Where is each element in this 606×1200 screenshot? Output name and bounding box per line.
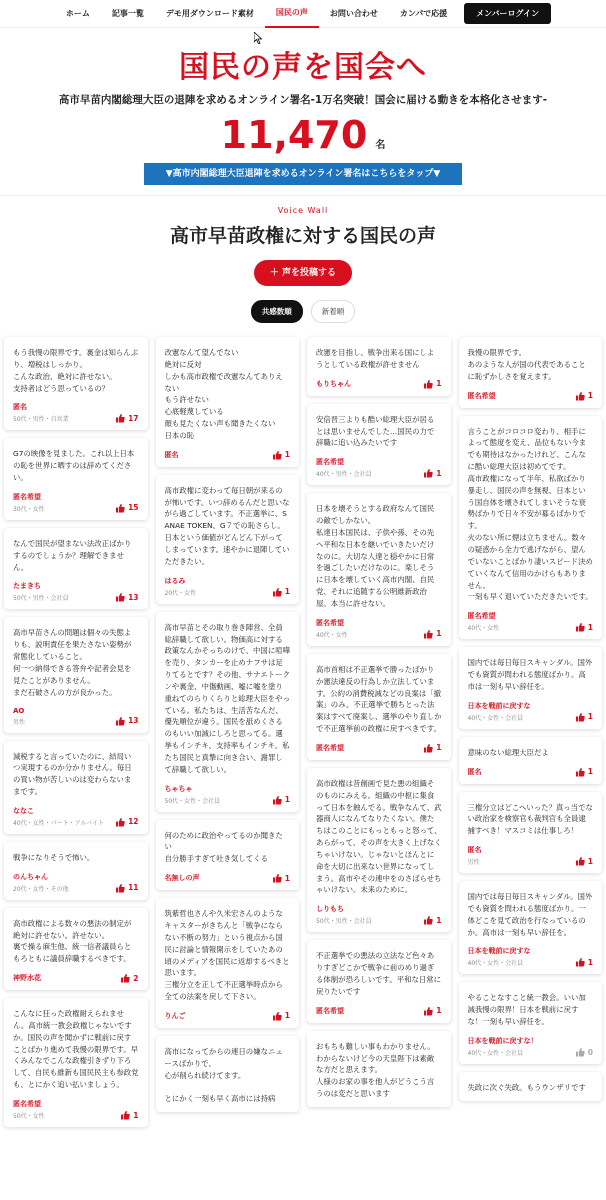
like-count: 1	[284, 450, 290, 460]
thumbs-up-icon	[423, 743, 433, 753]
voice-grid	[0, 337, 606, 1127]
voice-footer	[316, 618, 442, 639]
voice-footer	[468, 767, 594, 777]
voice-author: 匿名希望	[467, 391, 496, 400]
thumbs-up-icon	[272, 795, 282, 805]
voice-author: 匿名	[164, 450, 179, 459]
like-count: 13	[128, 716, 139, 725]
voice-card	[459, 737, 603, 784]
nav-item[interactable]: 記事一覧	[111, 9, 144, 18]
voice-text: 不正選挙での悪法の立法など色々ありすぎどこかで戦争に前のめり過ぎる体制が恐ろしいです。平和な日常に戻りたいです	[316, 951, 442, 996]
like-count: 1	[284, 873, 290, 883]
voice-card	[459, 1072, 603, 1101]
voice-text: もう我慢の限界です。裏金は知らんぷり、増税はしっかり。 こんな政治、絶対に許せない。 支持者はどう思っているの？	[13, 348, 139, 393]
thumbs-up-icon	[272, 587, 282, 597]
like-button[interactable]	[272, 873, 290, 883]
voice-card	[307, 337, 451, 396]
voice-author: 匿名	[467, 846, 482, 855]
sort-by-empathy[interactable]: 共感数順	[251, 300, 303, 323]
voice-text: やることなすこと統一教会。いい加減我慢の限界！日本を戦前に戻すな！一刻も早い辞任を。	[467, 993, 586, 1027]
like-count: 1	[436, 1006, 442, 1016]
voice-text: 高市になってからの連日の嫌なニュースばかりで、 心が削られ続けてます。 とにかく一刻も早く高市には持病	[164, 1046, 283, 1104]
voice-author: 日本を戦前に戻すな！	[467, 1037, 538, 1045]
voice-card	[4, 741, 148, 834]
voice-footer	[316, 1006, 442, 1016]
like-count: 1	[284, 795, 290, 805]
nav-item[interactable]: カンパで応援	[399, 9, 448, 18]
voice-footer	[468, 1036, 594, 1057]
thumbs-up-icon	[423, 1006, 433, 1016]
voice-wall-label: Voice Wall	[277, 206, 329, 215]
voice-text: 意味のない総理大臣だよ	[467, 747, 549, 757]
voice-author-meta: 男性	[467, 859, 480, 867]
voice-author-meta: 40代・女性・会社員	[467, 1050, 524, 1057]
voice-text: 高市政権は昔創画で見た悪の組織そのものにみえる。組織の中枢に集食って日本を蝕んでる。戦争なんて、武器商人になんてなりたくない。僕たちはこのことにもっともっと怒って、あらがって、その声を大きく上げなくちゃいけない。じゃないとほんとに命を大切に出来ない世界になってしまう。高市やその連中をのさばらせちゃいけない。未来のために。	[316, 778, 442, 895]
like-button[interactable]	[575, 1047, 593, 1057]
voice-text: 減税すると言っていたのに、結局いつ実現するのか分かりません。毎日の買い物が苦しいのは変わらないままです。	[13, 751, 132, 797]
voice-text: 筑紫哲也さんや久米宏さんのようなキャスターがきちんと「戦争にならない不断の努力」という視点から国民に討論と情報開示をしていたあの頃のメディアを国民に返却するべきと思います。 三権分立を正して不正選挙時点から全ての法案を戻して下さい。	[164, 909, 290, 1002]
thumbs-up-icon	[115, 503, 125, 513]
like-button[interactable]	[272, 1011, 290, 1021]
thumbs-up-icon	[575, 767, 585, 777]
voice-author: 匿名希望	[13, 492, 41, 501]
voice-column	[156, 337, 300, 1127]
voice-author-meta: 50代・女性・会社員	[164, 797, 221, 805]
thumbs-up-icon	[115, 592, 125, 602]
thumbs-up-icon	[575, 856, 585, 866]
like-button[interactable]	[575, 622, 593, 632]
voice-text: なんで国民が望まない法改正ばかりするのでしょうか？理解できません。	[13, 538, 132, 572]
voice-card	[459, 337, 603, 408]
voice-author: りんご	[164, 1011, 186, 1020]
voice-footer	[13, 806, 139, 827]
voice-author-meta: 20代・女性・その他	[13, 885, 69, 893]
thumbs-up-icon	[120, 973, 130, 983]
voice-card	[4, 337, 148, 430]
voice-footer	[13, 402, 139, 423]
voice-footer	[165, 784, 291, 805]
like-button[interactable]	[575, 856, 593, 866]
like-count: 1	[436, 743, 442, 753]
voice-wall-title: 高市早苗政権に対する国民の声	[169, 225, 436, 247]
voice-card	[4, 998, 148, 1127]
thumbs-up-icon	[115, 413, 125, 423]
hero-title: 国民の声を国会へ	[179, 50, 427, 85]
voice-text: おもちも難しい事もわかりません。 わからないけど今の天皇陛下は素敵な方だと思えます。 人様のお家の事を他人がどうこう言うのは変だと思います	[316, 1041, 435, 1099]
voice-author: 匿名希望	[316, 1006, 344, 1015]
voice-text: 改憲を目指し、戦争出来る国にしようとしている政権が許せません	[316, 348, 435, 369]
like-count: 13	[128, 592, 139, 602]
thumbs-up-icon	[423, 915, 433, 925]
mouse-cursor-icon	[254, 32, 262, 44]
like-count: 1	[436, 629, 442, 639]
voice-card	[459, 881, 603, 974]
voice-card	[459, 982, 603, 1064]
voice-card	[4, 528, 148, 610]
voice-footer	[13, 581, 139, 602]
signature-count-value: 11,470	[220, 113, 368, 157]
voice-footer	[165, 576, 291, 597]
hero-subtitle: 高市早苗内閣総理大臣の退陣を求めるオンライン署名-1万名突破！国会に届ける動きを本格化させます-	[58, 94, 548, 106]
like-button[interactable]	[423, 915, 441, 925]
thumbs-up-icon	[272, 1011, 282, 1021]
like-count: 1	[587, 712, 593, 722]
thumbs-up-icon	[120, 1110, 130, 1120]
like-count: 1	[133, 1110, 139, 1120]
thumbs-up-icon	[115, 817, 125, 827]
voice-author: たまきち	[13, 582, 41, 591]
thumbs-up-icon	[423, 379, 433, 389]
voice-footer	[13, 707, 139, 726]
voice-footer	[316, 743, 442, 753]
thumbs-up-icon	[575, 622, 585, 632]
voice-footer	[316, 457, 442, 478]
voice-text: 改憲なんて望んでない 絶対に反対 しかも高市政権で改憲なんてありえない もう許せない 心底軽蔑している 顔も見たくない声も聞きたくない 日本の恥	[164, 348, 283, 440]
voice-footer	[468, 946, 594, 967]
thumbs-up-icon	[115, 716, 125, 726]
voice-text: 何のために政治やってるのか聞きたい 自分勝手すぎて吐き気してくる	[164, 830, 283, 864]
thumbs-up-icon	[423, 629, 433, 639]
like-button[interactable]	[120, 1110, 138, 1120]
nav-item[interactable]: お問い合わせ	[329, 9, 378, 18]
voice-text: G7の映像を見ました。これ以上日本の恥を世界に晒すのは辞めてください。	[13, 449, 135, 483]
like-count: 17	[128, 413, 139, 423]
thumbs-up-icon	[272, 873, 282, 883]
voice-card	[156, 1036, 300, 1112]
like-count: 1	[284, 1011, 290, 1021]
like-button[interactable]	[115, 716, 138, 726]
like-button[interactable]	[423, 743, 441, 753]
like-count: 1	[587, 622, 593, 632]
voice-author: AO	[13, 706, 25, 715]
thumbs-up-icon	[575, 391, 585, 401]
like-button[interactable]	[575, 957, 593, 967]
signature-count	[0, 113, 606, 157]
member-login-button[interactable]: メンバーログイン	[464, 3, 551, 24]
voice-text: 国内では毎日毎日スキャンダル。国外でも資質が問われる態度ばかり。高市は一刻も早い辞任を。	[467, 658, 593, 691]
voice-author-meta: 40代・男性・会社員	[316, 471, 372, 479]
like-count: 1	[284, 587, 290, 597]
voice-card	[307, 940, 451, 1022]
voice-column	[4, 337, 148, 1127]
thumbs-up-icon	[115, 883, 125, 893]
like-count: 12	[128, 817, 139, 827]
like-button[interactable]	[423, 468, 441, 478]
voice-text: 安倍晋三よりも酷い総理大臣が居るとは思いませんでした…国民の力で辞職に追い込みたいです	[316, 414, 435, 448]
voice-card	[307, 768, 451, 932]
sort-by-newest[interactable]: 新着順	[311, 300, 356, 323]
voice-author: 匿名希望	[13, 1100, 41, 1108]
voice-card	[307, 1031, 451, 1107]
post-voice-button[interactable]: ＋ 声を投稿する	[254, 260, 352, 286]
divider	[0, 195, 606, 196]
like-count: 11	[128, 883, 139, 893]
sort-tabs	[0, 300, 606, 323]
voice-text: 高市政権による数々の悪法の制定が絶対に許せない。許せない。 裏で操る麻生他、統一信者議員らともろともに議員辞職するべきです。	[13, 918, 132, 964]
thumbs-up-icon	[272, 450, 282, 460]
nav-item[interactable]: 国民の声	[265, 0, 319, 28]
like-button[interactable]	[115, 817, 138, 827]
like-count: 1	[436, 915, 442, 925]
like-button[interactable]	[272, 450, 290, 460]
voice-author-meta: 30代・女性	[13, 505, 45, 513]
voice-author: ななこ	[13, 806, 34, 815]
voice-text: 高市政権に変わって毎日朝が来るのが怖いです。いつ辞めるんだと思いながら過ごしています。不正選挙に、SANAE TOKEN、G７での恥さらし。日本という価値がどんどん下がってしまっています。速やかに退陣していただきたい。	[164, 485, 290, 566]
voice-card	[307, 493, 451, 646]
voice-text: 戦争になりそうで怖い。	[13, 852, 95, 862]
like-count: 1	[587, 957, 593, 967]
voice-text: 高市首相は不正選挙で勝ったばかりか憲法違反の行為しか立法しています。公約の消費税減などの良案は「撤案」のみ。不正選挙で勝ちとった法案はすべて廃案し、選挙のやり直しかで不正選挙前の政権に戻すべきです。	[316, 664, 442, 734]
voice-card	[156, 820, 300, 891]
like-button[interactable]	[115, 413, 138, 423]
voice-card	[156, 612, 300, 812]
voice-text: 我慢の限界です。 あのような人が国の代表であることに恥ずかしさを覚えます。	[467, 348, 586, 381]
voice-text: 国内では毎日毎日スキャンダル。国外でも資質を問われる態度ばかり。一体どこを見て政治を行なっているのか。高市は一刻も早い辞任を。	[467, 892, 593, 937]
voice-author-meta: 40代・女性・会社員	[467, 960, 524, 968]
like-count: 0	[587, 1047, 593, 1057]
voice-author: 匿名	[467, 767, 482, 776]
voice-text: こんなに狂った政権耐えられません。高市統一教会政権じゃないですか。国民の声を聞かずに戦前に戻すことばかり進めて我慢の限界です。早くみんなでこんな政権引きずり下ろして、自民も維新も国民民主も参政党も、とにかく追い払いましょう。	[13, 1009, 139, 1090]
voice-author-meta: 20代・女性	[164, 589, 197, 597]
top-nav	[0, 0, 606, 28]
voice-text: 三権分立はどこへいった？真っ当でない政治家を検察官も裁判官も全員逮捕すべき！マスコミは仕事しろ！	[467, 802, 593, 836]
voice-footer	[13, 973, 139, 983]
like-button[interactable]	[120, 973, 138, 983]
voice-card	[156, 337, 300, 467]
voice-footer	[165, 450, 291, 460]
voice-column	[307, 337, 451, 1127]
like-count: 1	[436, 379, 442, 389]
sign-petition-button[interactable]: ▼高市内閣総理大臣退陣を求めるオンライン署名はこちらをタップ▼	[144, 163, 462, 185]
thumbs-up-icon	[575, 957, 585, 967]
like-button[interactable]	[115, 592, 138, 602]
voice-card	[4, 438, 148, 520]
voice-author: 匿名希望	[467, 612, 496, 621]
voice-author: もりちゃん	[316, 379, 351, 388]
voice-author: ちゃちゃ	[164, 784, 193, 793]
voice-author-meta: 50代・男性・会社員	[13, 595, 69, 603]
voice-footer	[13, 872, 139, 893]
voice-column	[459, 337, 603, 1127]
voice-author: 日本を戦前に戻すな	[467, 947, 531, 956]
like-button[interactable]	[423, 1006, 441, 1016]
voice-text: 高市早苗さんの問題は個々の失態よりも、説明責任を果たさない姿勢が常態化していること。 何一つ納得できる答弁や記者会見を見たことがありません。 まだ石破さんの方が良かった。	[13, 628, 132, 697]
voice-footer	[468, 611, 594, 632]
voice-author-meta: 50代・男性・自営業	[13, 416, 69, 424]
voice-author: のんちゃん	[13, 872, 48, 881]
voice-author: 匿名	[13, 403, 27, 412]
voice-author: 匿名希望	[316, 618, 344, 627]
like-button[interactable]	[575, 767, 593, 777]
like-count: 1	[587, 391, 593, 401]
voice-footer	[316, 379, 442, 389]
like-count: 1	[587, 767, 593, 777]
voice-author: 神野水花	[13, 974, 41, 983]
like-button[interactable]	[115, 883, 138, 893]
voice-card	[459, 647, 603, 729]
like-button[interactable]	[272, 587, 290, 597]
voice-text: 言うことがコロコロ変わり、相手によって態度を変え、品位もない今までも期待はなかったけれど、こんなに酷い総理大臣は初めてです。 高市政権になって半年、私欲ばかり暴走し、国民の声を無視、日本という国自体を壊されてしまいそうな衰勢ばかりで日々不安が募るばかりです。 火のない所に煙は立ちません。数々の疑惑から全力で逃げながら、望んでいないことばかり凄いスピード決めていくなんて信用のかけらもありません。 一刻も早く退いていただきたいです。	[467, 426, 593, 602]
voice-footer	[13, 492, 139, 513]
signature-count-unit: 名	[375, 140, 386, 151]
thumbs-up-icon	[423, 468, 433, 478]
voice-card	[4, 842, 148, 900]
voice-card	[4, 617, 148, 732]
like-button[interactable]	[272, 795, 290, 805]
voice-footer	[13, 1099, 139, 1120]
voice-author-meta: 40代・女性	[316, 631, 348, 639]
voice-author: 匿名希望	[316, 743, 344, 752]
voice-card	[4, 908, 148, 990]
voice-card	[156, 475, 300, 604]
voice-author-meta: 男性	[13, 718, 26, 726]
voice-text: 日本を壊そうとする政府なんて国民の敵でしかない。 私達日本国民は、子供や孫、その先へ平和な日本を継いでいきたいだけなのに。大切な人達と穏やかに日常を過ごしたいだけなのに。楽しそうに日本を壊していく高市内閣、自民党、それに追随する公明維新政治屋。本当に許せない。	[316, 504, 435, 608]
voice-author-meta: 40代・女性・会社員	[467, 714, 524, 722]
like-count: 2	[133, 973, 139, 983]
nav-item[interactable]: ホーム	[65, 9, 90, 18]
voice-footer	[165, 1011, 291, 1021]
voice-card	[156, 898, 300, 1028]
like-button[interactable]	[423, 379, 441, 389]
voice-author: はるみ	[164, 576, 186, 585]
nav-item[interactable]: デモ用ダウンロード素材	[165, 9, 254, 18]
voice-author-meta: 40代・女性	[467, 625, 500, 633]
voice-author: 日本を戦前に戻すな	[467, 701, 531, 710]
voice-text: 高市早苗とその取り巻き陣営、全員総辞職して欲しい。物価高に対する政策なんかそっちのけで、中国に喧嘩を売り、タンカーを止めナフサは足りてるとです？その他、サナエトークンや裏金、中傷動画、嘘に嘘を塗り重ねてのらりくらりと総理大臣をやっている。私たちは、生活苦なんだ、優先順位が違う。国民を舐めくさるのもいい加減にしろと思ってる。選挙もインチキ、支持率もインチキ。私たち国民と真摯に向き合い、謝罪して辞職して欲しい。	[164, 622, 290, 774]
voice-author-meta: 40代・女性・パート・アルバイト	[13, 819, 104, 827]
voice-footer	[468, 701, 594, 722]
like-button[interactable]	[575, 391, 593, 401]
voice-author: 名無しの声	[164, 874, 200, 883]
thumbs-up-icon	[575, 712, 585, 722]
voice-footer	[468, 391, 594, 401]
voice-card	[307, 404, 451, 486]
voice-footer	[165, 873, 291, 883]
voice-text: 失政に次ぐ失政。もうウンザリです	[467, 1083, 586, 1092]
voice-card	[459, 792, 603, 874]
voice-card	[307, 654, 451, 760]
voice-author: しりもち	[316, 905, 344, 914]
like-button[interactable]	[423, 629, 441, 639]
voice-card	[459, 416, 603, 640]
voice-author-meta: 50代・女性	[13, 1113, 45, 1120]
like-button[interactable]	[115, 503, 138, 513]
voice-author: 匿名希望	[316, 458, 344, 467]
voice-author-meta: 50代・男性・会社員	[316, 918, 372, 926]
like-count: 1	[587, 856, 593, 866]
thumbs-up-icon	[575, 1047, 585, 1057]
like-count: 1	[436, 468, 442, 478]
like-count: 15	[128, 503, 139, 513]
voice-footer	[468, 845, 594, 866]
like-button[interactable]	[575, 712, 593, 722]
voice-footer	[316, 904, 442, 925]
